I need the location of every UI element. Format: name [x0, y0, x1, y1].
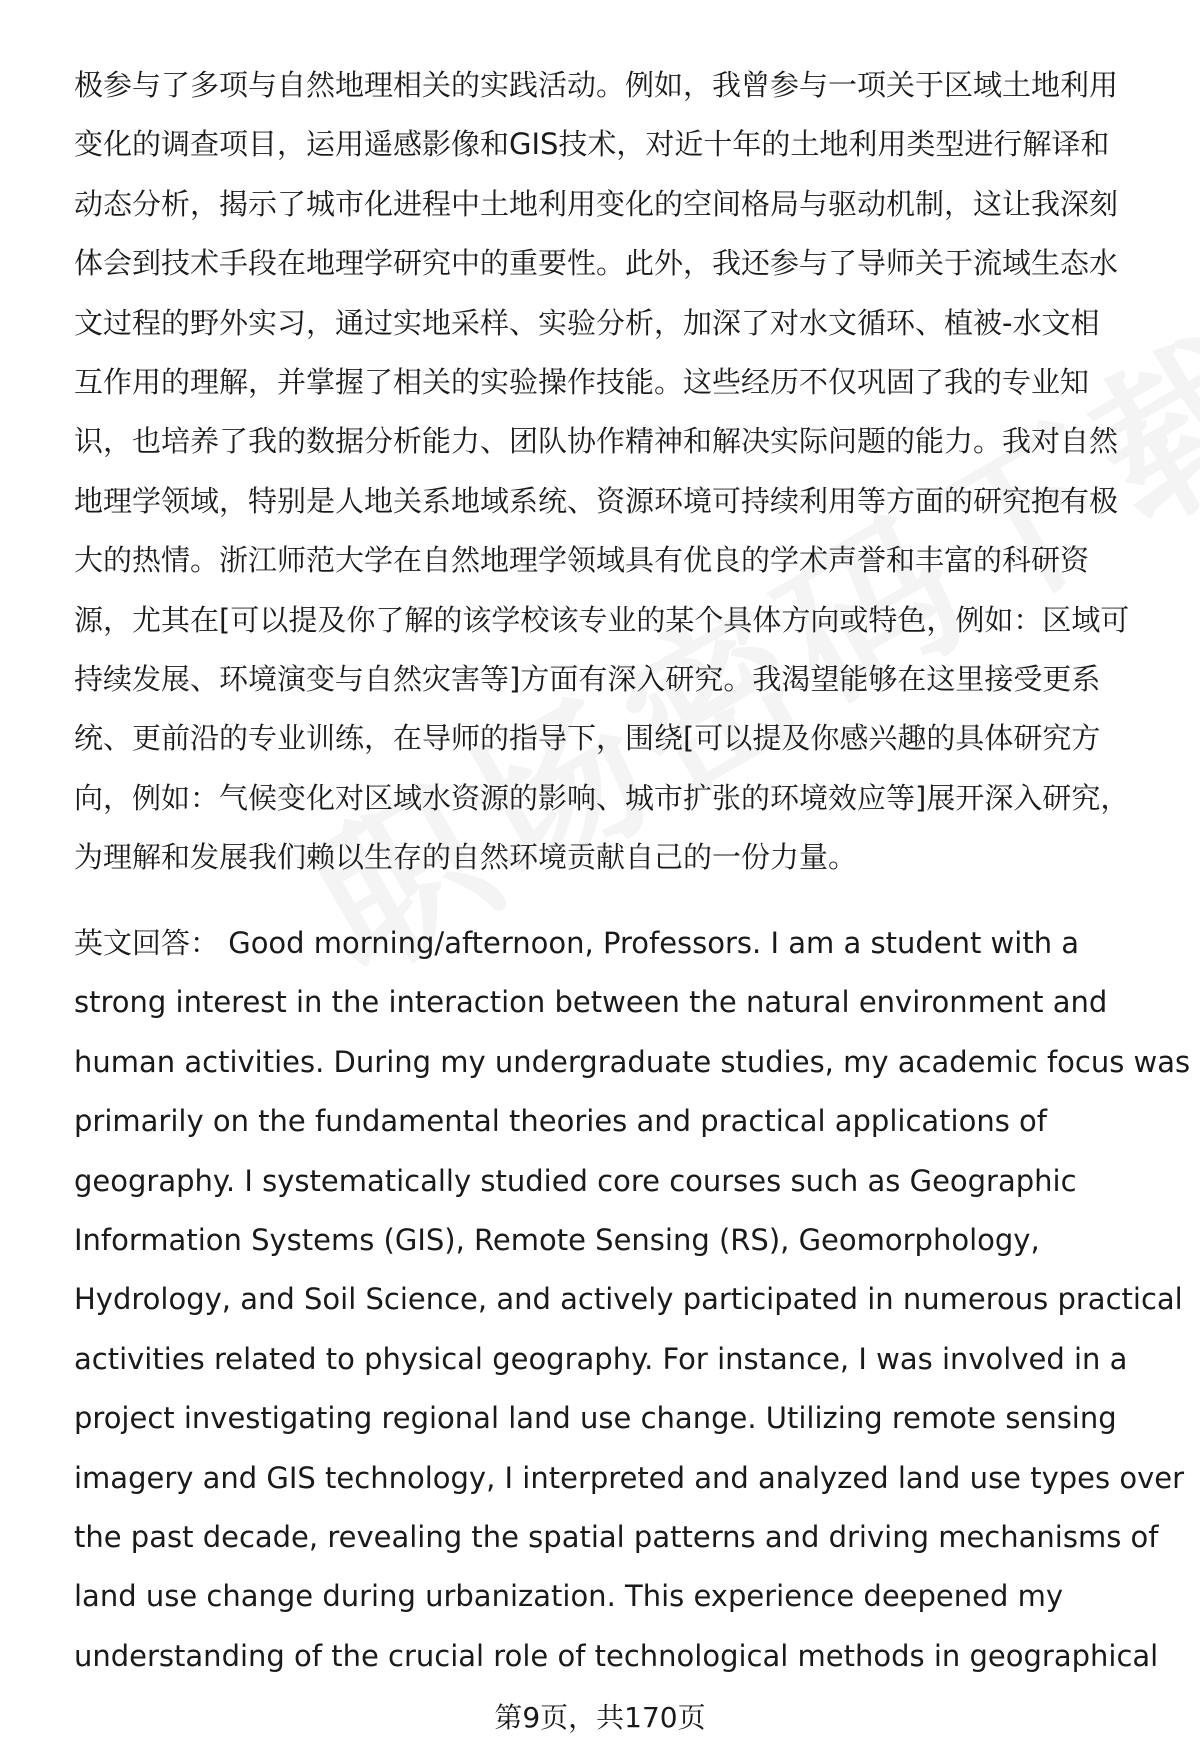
text-line: 体会到技术手段在地理学研究中的重要性。此外，我还参与了导师关于流域生态水 — [74, 246, 1119, 281]
text-line: strong interest in the interaction between the natural environment and — [74, 985, 1108, 1020]
text-line: 文过程的野外实习，通过实地采样、实验分析，加深了对水文循环、植被-水文相 — [74, 305, 1100, 340]
text-line: 地理学领域，特别是人地关系地域系统、资源环境可持续利用等方面的研究抱有极 — [74, 483, 1119, 518]
text-line: 互作用的理解，并掌握了相关的实验操作技能。这些经历不仅巩固了我的专业知 — [74, 365, 1090, 400]
text-line: Information Systems (GIS), Remote Sensing (RS), Geomorphology, — [74, 1223, 1040, 1258]
chinese-answer-paragraph — [74, 56, 1154, 888]
text-line: project investigating regional land use change. Utilizing remote sensing — [74, 1401, 1117, 1436]
text-line: 源，尤其在[可以提及你了解的该学校该专业的某个具体方向或特色，例如：区域可 — [74, 602, 1130, 637]
text-line: 动态分析，揭示了城市化进程中土地利用变化的空间格局与驱动机制，这让我深刻 — [74, 186, 1119, 221]
english-answer-paragraph — [74, 914, 1191, 1686]
page-number-footer: 第9页，共170页 — [494, 1701, 706, 1734]
text-line: the past decade, revealing the spatial patterns and driving mechanisms of — [74, 1520, 1159, 1555]
text-line: Hydrology, and Soil Science, and actively participated in numerous practical — [74, 1282, 1183, 1317]
text-line: human activities. During my undergraduate studies, my academic focus was — [74, 1044, 1191, 1079]
text-line: activities related to physical geography. For instance, I was involved in a — [74, 1341, 1128, 1376]
text-line: 统、更前沿的专业训练，在导师的指导下，围绕[可以提及你感兴趣的具体研究方 — [74, 721, 1101, 756]
text-line: geography. I systematically studied core courses such as Geographic — [74, 1163, 1077, 1198]
text-line: 持续发展、环境演变与自然灾害等]方面有深入研究。我渴望能够在这里接受更系 — [74, 662, 1101, 697]
text-line: 英文回答： Good morning/afternoon, Professors. I am a student with a — [74, 926, 1080, 960]
text-line: 向，例如：气候变化对区域水资源的影响、城市扩张的环境效应等]展开深入研究， — [74, 780, 1130, 815]
text-line: 为理解和发展我们赖以生存的自然环境贡献自己的一份力量。 — [74, 840, 858, 875]
text-line: 极参与了多项与自然地理相关的实践活动。例如，我曾参与一项关于区域土地利用 — [74, 68, 1119, 102]
text-line: 识，也培养了我的数据分析能力、团队协作精神和解决实际问题的能力。我对自然 — [74, 424, 1119, 459]
text-line: 大的热情。浙江师范大学在自然地理学领域具有优良的学术声誉和丰富的科研资 — [74, 543, 1090, 578]
text-line: 变化的调查项目，运用遥感影像和GIS技术，对近十年的土地利用类型进行解译和 — [74, 127, 1110, 162]
text-line: primarily on the fundamental theories and practical applications of — [74, 1104, 1047, 1139]
text-line: imagery and GIS technology, I interpreted and analyzed land use types over — [74, 1460, 1185, 1495]
text-line: land use change during urbanization. This experience deepened my — [74, 1579, 1064, 1614]
text-line: understanding of the crucial role of technological methods in geographical — [74, 1638, 1159, 1673]
